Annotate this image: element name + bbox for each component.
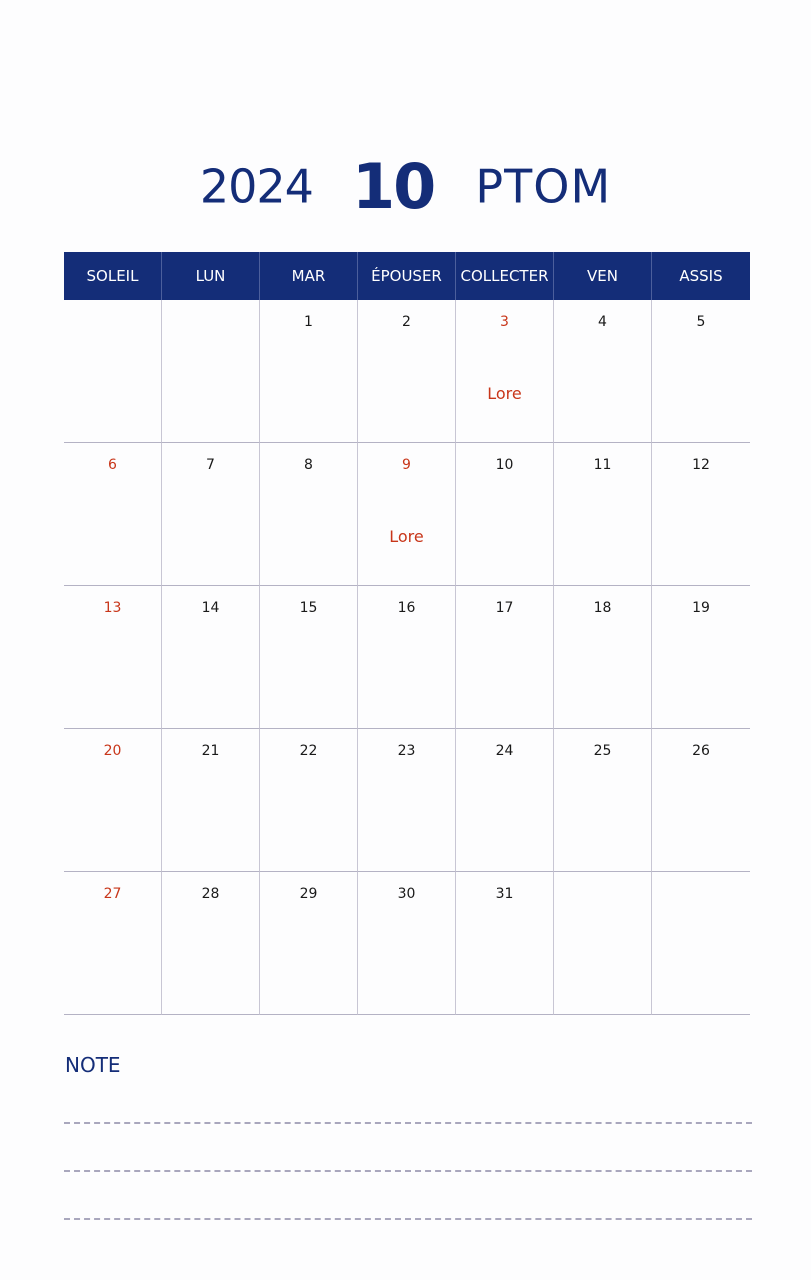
day-number: 26: [692, 743, 710, 759]
day-cell[interactable]: [162, 300, 260, 443]
day-number: 7: [206, 457, 215, 473]
day-cell[interactable]: [456, 586, 554, 729]
day-number: 12: [692, 457, 710, 473]
day-number: 17: [495, 600, 514, 616]
day-cell[interactable]: [456, 729, 554, 872]
day-number: 4: [598, 314, 607, 330]
day-number: 10: [495, 457, 514, 473]
year-label: 2024: [199, 159, 313, 214]
day-number: 20: [103, 743, 122, 759]
day-cell[interactable]: [554, 443, 652, 586]
day-number: 3: [500, 314, 509, 330]
day-number: 23: [397, 743, 416, 759]
month-number: 10: [352, 150, 435, 223]
day-number: 28: [201, 886, 220, 902]
day-event: Lore: [389, 527, 424, 546]
day-grid: [64, 300, 750, 1015]
day-number: 27: [103, 886, 122, 902]
day-number: 8: [304, 457, 313, 473]
day-cell[interactable]: [260, 443, 358, 586]
day-number: 6: [108, 457, 117, 473]
weekday-sat: ASSIS: [679, 267, 723, 285]
day-cell[interactable]: [358, 586, 456, 729]
day-cell[interactable]: [260, 729, 358, 872]
day-cell[interactable]: [456, 872, 554, 1015]
day-event: Lore: [487, 384, 522, 403]
day-cell[interactable]: [456, 300, 554, 443]
weekday-sun: SOLEIL: [64, 252, 162, 300]
weekday-fri: VEN: [554, 252, 652, 300]
day-cell[interactable]: [64, 300, 162, 443]
day-cell[interactable]: [358, 300, 456, 443]
day-cell[interactable]: [554, 300, 652, 443]
day-cell[interactable]: [64, 586, 162, 729]
day-cell[interactable]: [260, 872, 358, 1015]
day-cell[interactable]: [162, 586, 260, 729]
day-cell[interactable]: [64, 729, 162, 872]
day-cell[interactable]: [652, 729, 750, 872]
day-cell[interactable]: [64, 872, 162, 1015]
day-number: 2: [402, 314, 411, 330]
day-cell[interactable]: [162, 729, 260, 872]
day-number: 13: [103, 600, 122, 616]
day-number: 16: [397, 600, 416, 616]
day-number: 11: [593, 457, 612, 473]
note-line[interactable]: [64, 1218, 752, 1220]
day-number: 9: [402, 457, 411, 473]
day-number: 18: [593, 600, 612, 616]
day-cell[interactable]: [554, 729, 652, 872]
day-number: 25: [593, 743, 612, 759]
day-cell[interactable]: [652, 443, 750, 586]
note-line[interactable]: [64, 1170, 752, 1172]
day-cell[interactable]: [554, 872, 652, 1015]
day-cell[interactable]: [554, 586, 652, 729]
day-cell[interactable]: [358, 872, 456, 1015]
weekday-wed: ÉPOUSER: [358, 252, 456, 300]
day-number: 1: [304, 314, 313, 330]
day-cell[interactable]: [64, 443, 162, 586]
month-name: PTOM: [475, 159, 612, 214]
day-cell[interactable]: [162, 443, 260, 586]
day-cell[interactable]: [456, 443, 554, 586]
day-cell[interactable]: [162, 872, 260, 1015]
day-cell[interactable]: [652, 586, 750, 729]
day-number: 31: [495, 886, 514, 902]
day-cell[interactable]: [260, 300, 358, 443]
day-cell[interactable]: [652, 300, 750, 443]
day-cell[interactable]: [652, 872, 750, 1015]
day-cell[interactable]: [260, 586, 358, 729]
day-cell[interactable]: [358, 729, 456, 872]
day-number: 24: [495, 743, 514, 759]
day-number: 15: [299, 600, 318, 616]
day-number: 14: [201, 600, 220, 616]
weekday-thu: COLLECTER: [456, 252, 554, 300]
day-number: 21: [201, 743, 220, 759]
day-number: 30: [397, 886, 416, 902]
day-number: 29: [299, 886, 318, 902]
weekday-tue: MAR: [260, 252, 358, 300]
day-number: 19: [692, 600, 710, 616]
weekday-header: [64, 252, 750, 300]
weekday-mon: LUN: [162, 252, 260, 300]
note-line[interactable]: [64, 1122, 752, 1124]
day-number: 5: [696, 314, 706, 330]
day-number: 22: [299, 743, 318, 759]
day-cell[interactable]: [358, 443, 456, 586]
calendar-title: [0, 150, 811, 230]
note-title: NOTE: [65, 1053, 121, 1077]
